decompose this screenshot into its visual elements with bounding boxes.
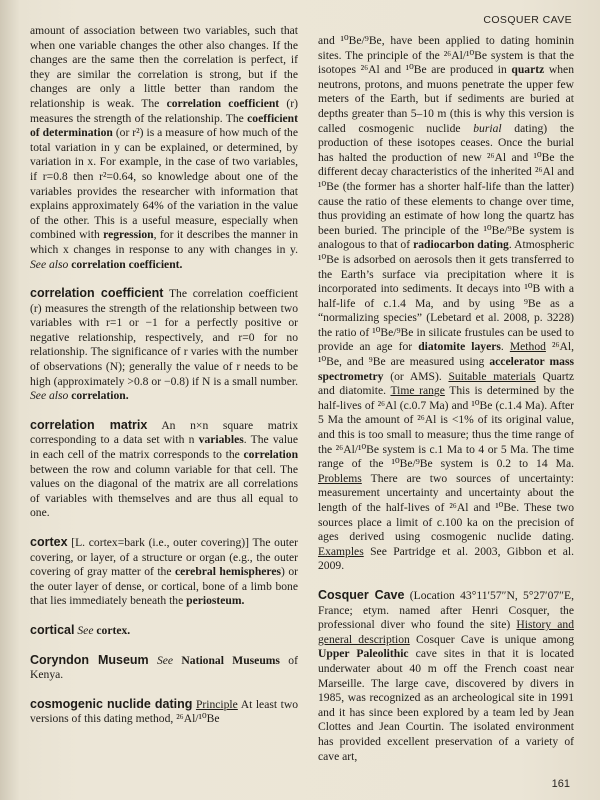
right-column [318,34,574,764]
entry-cosquer-cave [318,588,574,764]
entry-coryndon-museum [30,653,298,683]
body-text: of Kenya. [30,653,298,682]
xref-term: correlation coefficient. [71,257,183,271]
xref-term: quartz [511,63,545,77]
xref-term: coefficient of determination [30,111,298,140]
xref-term: radiocarbon dating [413,238,509,252]
body-text: (r) measures the strength of the relationship. The [30,96,298,125]
body-text: amount of association between two variables, such that when one variable changes the other also changes. If the changes are the same then the correlation is perfect, if they are similar the correlation is strong, but if the changes are only a little better than random the relationship is weak. The [30,24,298,110]
xref-term: correlation. [71,389,129,403]
body-text: (or r²) is a measure of how much of the total variation in y can be explained, or determined, by variation in x. For example, in the case of two variables, if r=0.8 then r²=0.64, so knowledge about one of the variables provides the researcher with information that explains approximately 64% of the variation in the value of the other. This is a useful measure, especially when combined with [30,126,298,242]
cosmogenic-continuation: and ¹⁰Be/⁹Be, have been applied to dating hominin sites. The principle of the ²⁶Al/¹⁰Be system is that the isotopes ²⁶Al and ¹⁰Be are produced in quartz when neutrons, protons, and muons penetrate the upper few meters of the Earth, but if sediments are buried at depths greater than 5–10 m (this is why this version is called cosmogenic nuclide burial dating) the production of these isotopes ceases. Once the burial has halted the production of new ²⁶Al and ¹⁰Be the different decay characteristics of the inherited ²⁶Al and ¹⁰Be (the former has a shorter half-life than the latter) cause the ratio of these elements to change over time, thus providing an estimate of how long the quartz has been buried. The principle of the ¹⁰Be/⁹Be system is analogous to that of radiocarbon dating. Atmospheric ¹⁰Be is adsorbed on aerosols then it gets transferred to the Earth’s surface via precipitation where it is incorporated into sediments. It decays into ¹⁰B with a half-life of c.1.4 Ma, and by using ⁹Be as a “normalizing species” (Lebetard et al. 2008, p. 3228) the ratio of ¹⁰Be/⁹Be in silicate frustules can be used to provide an age for diatomite layers. Method ²⁶Al, ¹⁰Be, and ⁹Be are measured using accelerator mass spectrometry (or AMS). Suitable materials Quartz and diatomite. Time range This is determined by the half-lives of ²⁶Al (c.0.7 Ma) and ¹⁰Be (c.1.4 Ma). After 5 Ma the amount of ²⁶Al is <1% of its original value, and this is too small to measure; thus the time range of the ²⁶Al/¹⁰Be system is c.1 Ma to 4 or 5 Ma. The time range of the ¹⁰Be/⁹Be system is 0.2 to 14 Ma. Problems There are two sources of uncertainty: measurement uncertainty and uncertainty about the length of the half-lives of ²⁶Al and ¹⁰Be. These two sources place a limit of c.100 ka on the precision of ages derived using cosmogenic nuclide dating. Examples See Partridge et al. 2003, Gibbon et al. 2009. [318,34,574,573]
body-text: when neutrons, protons, and muons penetrate the upper few meters of the Earth, but if sediments are buried at depths greater than 5–10 m (this is why this version is called cosmogenic nuclide [318,63,574,135]
body-text: There are two sources of uncertainty: measurement uncertainty and uncertainty about the length of the half-lives of ²⁶Al and ¹⁰Be. These two sources place a limit of c.100 ka on the precision of ages derived using cosmogenic nuclide dating. [318,471,574,544]
body-text: between the row and column variable for that cell. The values on the diagonal of the matrix are all correlations of variables with themselves and are thus all equal to one. [30,462,298,520]
entry-cortical [30,623,298,639]
see-also-label: See also [30,389,69,403]
section-label: Problems [318,471,362,485]
entry-cortex [30,535,298,609]
entry-correlation-matrix [30,418,298,521]
left-column [30,24,298,727]
body-text: See Partridge et al. 2003, Gibbon et al. 2009. [318,544,574,573]
body-text: At least two versions of this dating method, ²⁶Al/¹⁰Be [30,697,298,726]
headword: correlation coefficient [30,286,164,301]
italic-term: burial [473,121,502,135]
body-text: [L. cortex=bark (i.e., outer covering)] The outer covering, or layer, of a structure or organ (e.g., the outer covering of gray matter of the [30,536,298,579]
body-text: Quartz and diatomite. [318,369,574,398]
continuation-paragraph [30,24,298,272]
xref-term: cortex. [96,623,131,637]
headword: Cosquer Cave [318,587,405,602]
body-text: cave sites in that it is located underwater about 40 m off the French coast near Marseille. The large cave, discovered by divers in 1985, was recognized as an archeological site in 1991 and it has since been explored by a team led by Jean Clottes and Jean Courtin. The isolated environment has provided excellent preservation of a variety of cave art, [318,647,574,763]
xref-term: accelerator mass spectrometry [318,355,574,383]
body-text: (Location 43°11′57″N, 5°27′07″E, France; etym. named after Henri Cosquer, the professional diver who found the site) [318,588,574,632]
body-text: Cosquer Cave is unique among [416,632,575,646]
body-text: (or AMS). [390,369,442,383]
xref-term: correlation coefficient [166,96,280,110]
body-text: An n×n square matrix corresponding to a data set with n [30,418,298,447]
section-label: Suitable materials [448,369,536,383]
body-text: ) or the outer layer of dense, or cortical, bone of a limb bone that lies immediately beneath the [30,565,298,608]
entry-correlation-coefficient [30,286,298,404]
xref-term: cerebral hemispheres [174,565,282,579]
body-text: . Atmospheric ¹⁰Be is adsorbed on aerosols then it gets transferred to the Earth’s surface via precipitation where it is incorporated into sediments. It decays into ¹⁰B with a half-life of c.1.4 Ma, and by using ⁹Be as a “normalizing species” (Lebetard et al. 2008, p. 3228) the ratio of ¹⁰Be/⁹Be in silicate frustules can be used to provide an age for [318,238,574,354]
body-text: dating) the production of these isotopes ceases. Once the burial has halted the production of new ²⁶Al and ¹⁰Be the different decay characteristics of the inherited ²⁶Al and ¹⁰Be (the former has a shorter half-life than the latter) cause the ratio of these elements to change over time, thus providing an estimate of how long the quartz has been buried. The principle of the ¹⁰Be/⁹Be system is analogous to that of [318,121,574,252]
xref-term: regression [103,228,154,242]
section-label: Principle [195,697,238,711]
xref-term: periosteum. [186,594,245,608]
section-label: Method [509,340,546,354]
running-head: COSQUER CAVE [483,14,572,26]
body-text: The correlation coefficient (r) measures the strength of the relationship between two variables with r=1 or −1 for a perfectly positive or negative relationship, respectively, and r=0 for no relationship. The significance of r varies with the number of observations (N); generally the value of r needs to be high (approximately >0.8 or −0.8) if N is a small number. [30,287,298,388]
xref-term: National Museums [181,653,280,667]
xref-term: variables [198,433,244,447]
body-text: , for it describes the manner in which x changes in response to any with changes in y. [30,228,298,256]
headword: Coryndon Museum [30,652,149,667]
body-text: This is determined by the half-lives of ²⁶Al (c.0.7 Ma) and ¹⁰Be (c.1.4 Ma). After 5 Ma the amount of ²⁶Al is <1% of its original value, and this is too small to measure; thus the time range of the ²⁶Al/¹⁰Be system is c.1 Ma to 4 or 5 Ma. The time range of the ¹⁰Be/⁹Be system is 0.2 to 14 Ma. [318,384,574,471]
section-label: Time range [390,384,445,398]
entry-cosmogenic-nuclide-dating [30,697,298,727]
body-text: and ¹⁰Be/⁹Be, have been applied to dating hominin sites. The principle of the ²⁶Al/¹⁰Be system is that the isotopes ²⁶Al and ¹⁰Be are produced in [318,34,574,77]
headword: cortical [30,622,75,637]
page-number: 161 [551,778,570,790]
body-text: ²⁶Al, ¹⁰Be, and ⁹Be are measured using [318,340,574,369]
see-also-label: See also [30,257,69,271]
section-label: Examples [318,544,364,558]
xref-term: diatomite layers [418,340,501,354]
section-label: History and general description [318,618,574,646]
headword: cortex [30,535,68,549]
xref-term: correlation [243,448,299,462]
xref-term: Upper Paleolithic [318,647,409,661]
headword: correlation matrix [30,417,148,432]
see-label: See [156,653,174,667]
see-label: See [77,623,94,637]
headword: cosmogenic nuclide dating [30,696,193,711]
body-text: . The value in each cell of the matrix corresponds to the [30,433,298,462]
